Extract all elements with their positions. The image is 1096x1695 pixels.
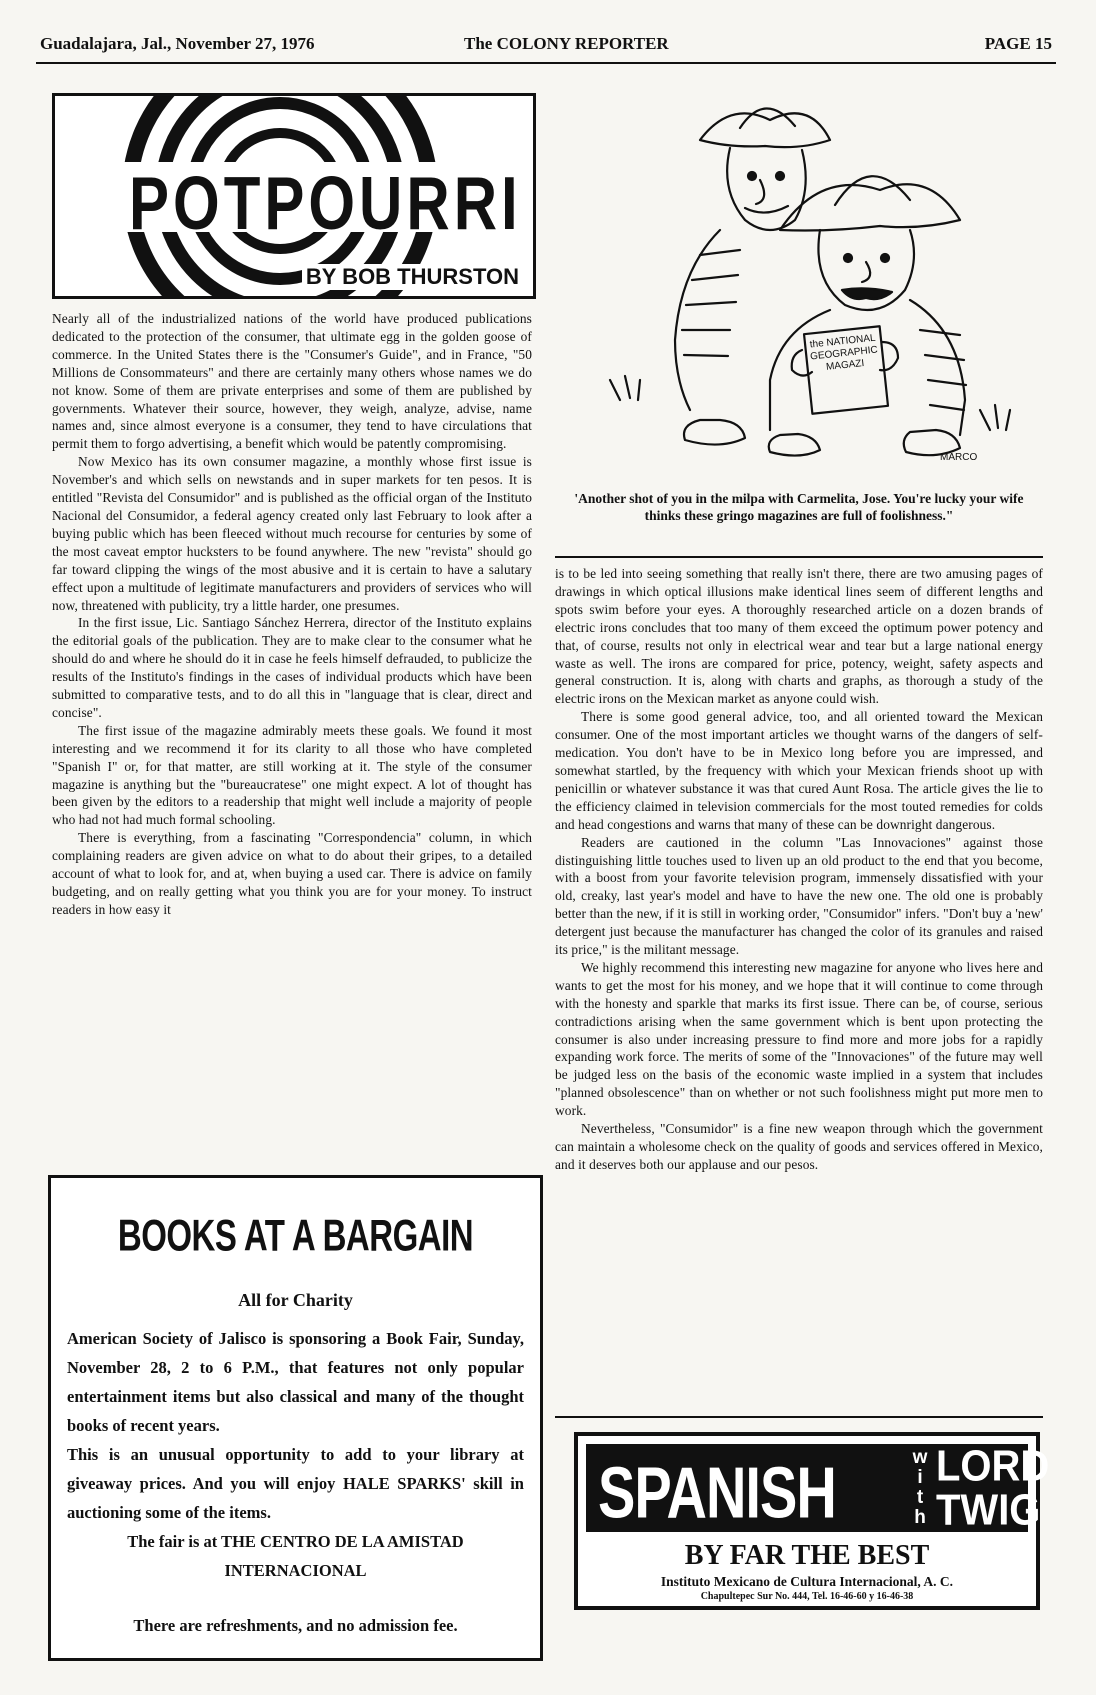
article-paragraph: We highly recommend this interesting new magazine for anyone who lives here and wants to get the most for his money, and we hope that it will continue to come through with the honesty and sparkle that marks its first issue. There can be, of course, serious contradictions arising when the same government which is bent upon protecting the consumer is also under increasing pressure to find more and more jobs for a rapidly expanding work force. The merits of some of the "Innovaciones" of the future may well be judged less on the basis of the economic waste implied in a system that includes "planned obsolescence" than on whether or not such foolishness might put more men to work.: [555, 959, 1043, 1119]
ad-headline: BOOKS AT A BARGAIN: [117, 1210, 474, 1260]
cartoonist-signature: MARCO: [940, 452, 978, 463]
newspaper-name: The COLONY REPORTER: [464, 34, 669, 53]
article-paragraph: There is everything, from a fascinating "Correspondencia" column, in which complaining readers are given advice on what to do about their gripes, to a detailed account of what to look for, and at, when buying a used car. There is advice on family budgeting, and on really getting what you think you are for your money. To instruct readers in how easy it: [52, 830, 532, 917]
article-paragraph: The first issue of the magazine admirably meets these goals. We found it most interesting and we recommend it for its clarity to all those who have completed "Spanish I" or, for that matter, are still working at it. The style of the consumer magazine is anything but the "bureaucratese" one might expect. A lot of thought has been given by the editors to a readership that might well include a majority of people who had not had much formal schooling.: [52, 722, 532, 828]
teacher-name: [936, 1441, 1050, 1535]
ad-closing-line: There are refreshments, and no admission fee.: [133, 1616, 458, 1635]
ad-paragraph: American Society of Jalisco is sponsoring a Book Fair, Sunday, November 28, 2 to 6 P.M., that features not only popular entertainment items but also classical and many of the thought books of recent years.: [67, 1329, 524, 1435]
ad-paragraph: The fair is at THE CENTRO DE LA AMISTAD INTERNACIONAL: [127, 1532, 464, 1580]
with-letter: t: [916, 1487, 924, 1508]
spanish-with-lord-twig-ad: [574, 1432, 1050, 1610]
page-number: PAGE 15: [984, 34, 1052, 53]
with-letter: h: [914, 1507, 926, 1528]
article-left-column: [52, 310, 532, 1162]
article-paragraph: Nevertheless, "Consumidor" is a fine new weapon through which the government can maintain a wholesome check on the quality of goods and services offered in Mexico, and it deserves both our applause and our pesos.: [555, 1121, 1043, 1172]
article-paragraph: Readers are cautioned in the column "Las Innovaciones" against those distinguishing little touches used to liven up an old product to the end that you become, with a boost from your favorite television program, immensely dissatisfied with your old, creaky, last year's model and have to have the new one. The old one is probably better than the new, if it is still in working order, "Consumidor" infers. "Don't buy a 'new' detergent just because the manufacturer has changed the color of its granules and raised its price," is the militant message.: [555, 834, 1043, 958]
caption-rule: [555, 556, 1043, 558]
institute-name: Instituto Mexicano de Cultura Internacional, A. C.: [660, 1574, 954, 1589]
ad-banner: [586, 1441, 1050, 1535]
name-line: LORD: [936, 1441, 1050, 1491]
article-paragraph: There is some good general advice, too, and all oriented toward the Mexican consumer. One of the most important articles we thought warns of the dangers of self-medication. You don't have to be in Mexico long before you are impressed, and somewhat startled, by the frequency with which your Mexican friends shoot up with penicillin or whatever substance it was that cured Aunt Rosa. The article gives the lie to the efficiency claimed in television commercials for the most touted remedies for colds and head congestions and warns that many of these can be downright dangerous.: [555, 709, 1043, 832]
ad-headline: SPANISH: [598, 1451, 836, 1534]
column-title: POTPOURRI: [129, 161, 522, 245]
article-right-column: [555, 565, 1043, 1405]
masthead: [36, 28, 1056, 64]
article-paragraph: In the first issue, Lic. Santiago Sánchez Herrera, director of the Instituto explains the editorial goals of the publication. They are to make clear to the consumer what he should do and where he should do it in case he feels himself defrauded, to publicize the results of the Instituto's findings in the cases of individual products which have been submitted to comparative tests, and to do all this in "language that is clear, direct and concise".: [52, 615, 532, 720]
article-paragraph: Nearly all of the industrialized nations of the world have produced publications dedicated to the protection of the consumer, that ultimate egg in the golden goose of commerce. In the United States there is the "Consumer's Guide", and in France, "50 Millions de Consommateurs" and there are certainly many others whose names we do not know. Some of them are private enterprises and some of them are published by governments. Whatever their source, however, they weigh, analyze, advise, name names and, since almost everyone is a consumer, they tend to have circulations that permit them to forgo advertising, a benefit which would be patently compromising.: [52, 311, 532, 452]
dateline: Guadalajara, Jal., November 27, 1976: [40, 34, 315, 53]
name-line: TWIG: [936, 1485, 1041, 1535]
ad-rule: [555, 1416, 1043, 1418]
cartoon-caption: 'Another shot of you in the milpa with Carmelita, Jose. You're lucky your wife thinks these gringo magazines are full of foolishness.": [574, 491, 1024, 523]
ad-tagline: BY FAR THE BEST: [684, 1540, 930, 1571]
with-vertical: [908, 1448, 932, 1528]
ad-body: [67, 1324, 524, 1585]
column-byline: BY BOB THURSTON: [302, 264, 523, 290]
institute-address: Chapultepec Sur No. 444, Tel. 16-46-60 y 16-46-38: [700, 1591, 914, 1602]
with-letter: i: [917, 1467, 923, 1488]
ad-paragraph: This is an unusual opportunity to add to your library at giveaway prices. And you will enjoy HALE SPARKS' skill in auctioning some of the items.: [67, 1445, 524, 1522]
with-letter: w: [912, 1447, 928, 1468]
article-paragraph: is to be led into seeing something that really isn't there, there are two amusing pages of drawings in which optical illusions make identical lines seem of different lengths and spots swim before your eyes. A thoroughly researched article on a dozen brands of electric irons concludes that too many of them exceed the optimum power potency and that, of course, results not only in electrical wear and tear but a large national energy waste as well. The irons are compared for price, potency, weight, safety aspects and general construction. It is, along with charts and graphs, as thorough a study of the electric irons on the Mexican market as anyone could wish.: [555, 566, 1043, 707]
article-paragraph: Now Mexico has its own consumer magazine, a monthly whose first issue is November's and which sells on newstands and in super markets for ten pesos. It is entitled "Revista del Consumidor" and is published as the official organ of the Instituto Nacional del Consumidor, a federal agency created only last February to look after a buying public which has been fleeced without much recourse for centuries by some of the most caveat emptor hucksters to be found anywhere. The new "revista" should go far toward clipping the wings of the most abusive and it is certain to have a salutary effect upon a multitude of legitimate manufacturers and providers of services who will now, threatened with publicity, try a little harder, one presumes.: [52, 454, 532, 613]
books-at-a-bargain-ad: [48, 1175, 543, 1661]
cartoon-illustration: [580, 80, 1040, 475]
column-header-potpourri: [52, 93, 536, 299]
ad-subtitle: All for Charity: [238, 1290, 353, 1310]
magazine-label: the NATIONAL GEOGRAPHIC MAGAZI: [809, 332, 879, 373]
